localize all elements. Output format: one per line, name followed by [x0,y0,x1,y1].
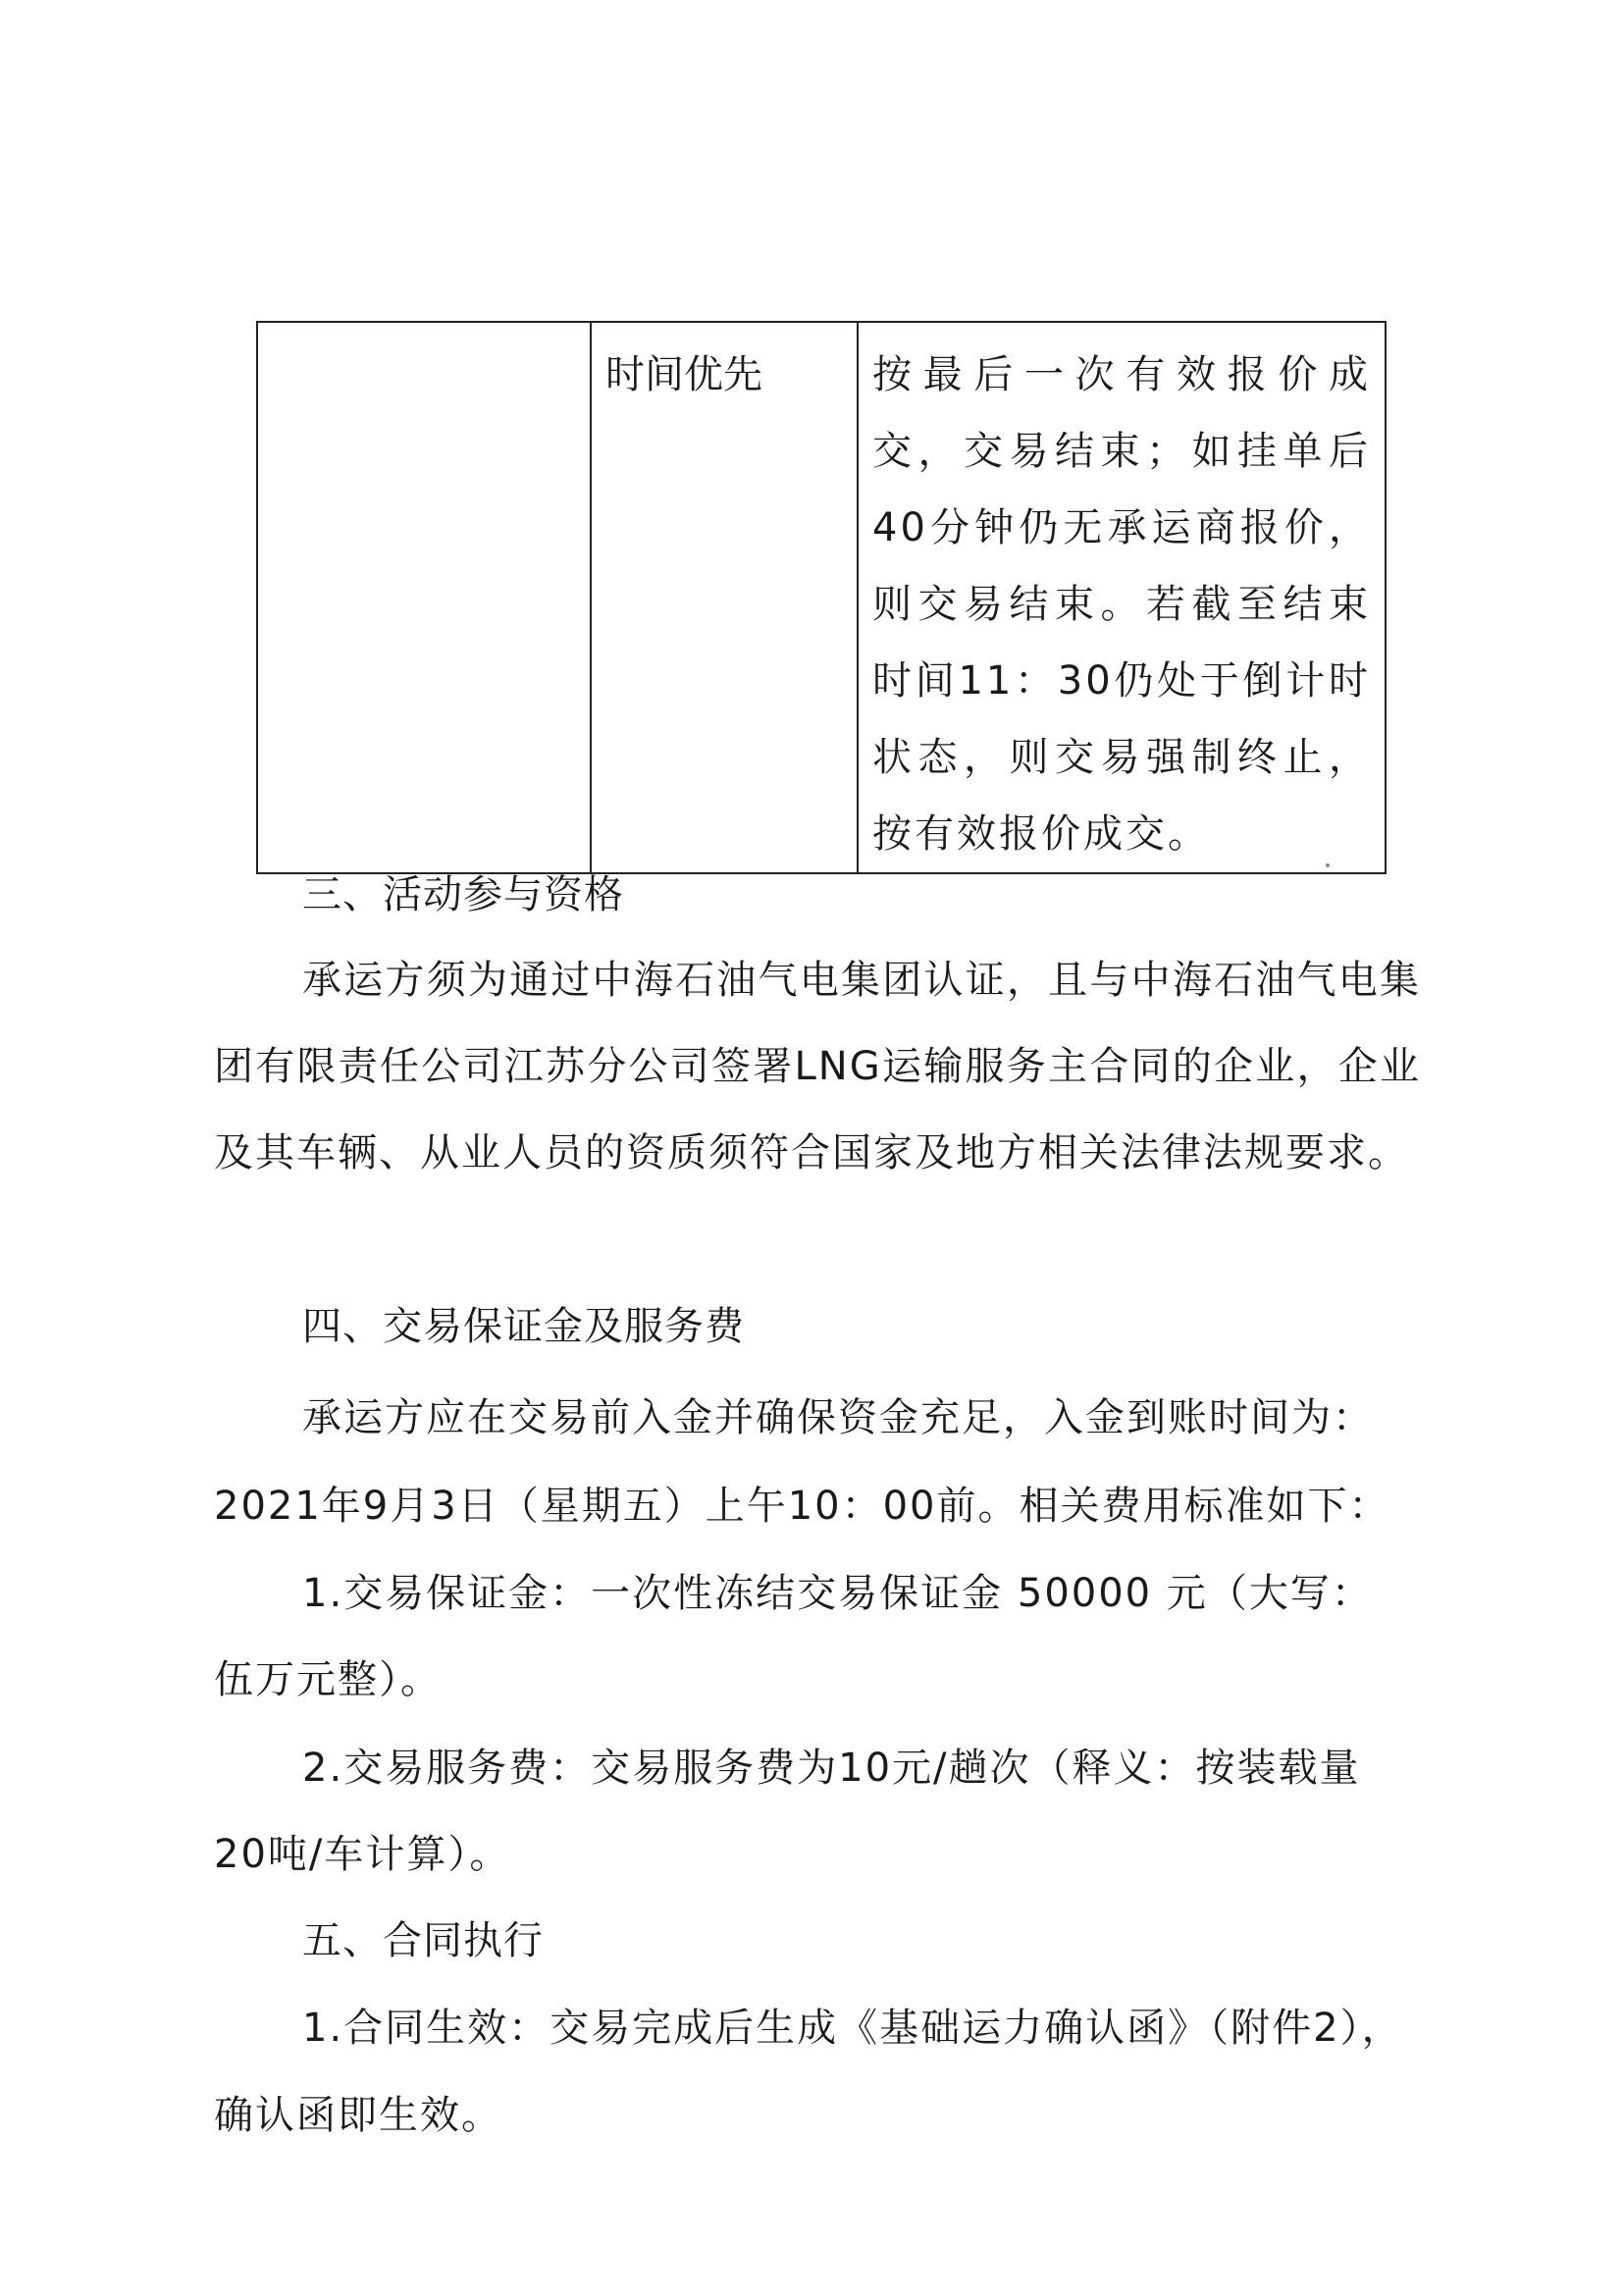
table-row [257,322,1386,873]
table-cell-rule: 按最后一次有效报价成交，交易结束；如挂单后40分钟仍无承运商报价，则交易结束。若截至结束时间11：30仍处于倒计时状态，则交易强制终止，按有效报价成交。 [858,322,1386,873]
contract-effect-line2: 确认函即生效。 [214,2093,502,2138]
scan-speck [1326,863,1330,867]
service-fee-line1: 2.交易服务费：交易服务费为10元/趟次（释义：按装载量 [302,1746,1361,1791]
table-cell-empty [257,322,591,873]
section-5-heading: 五、合同执行 [302,1918,544,1963]
section-4-intro-line2: 2021年9月3日（星期五）上午10：00前。相关费用标准如下： [214,1484,1390,1529]
table-continuation [256,321,1387,874]
section-4-intro-line1: 承运方应在交易前入金并确保资金充足，入金到账时间为： [302,1395,1374,1440]
section-3-body: 承运方须为通过中海石油气电集团认证，且与中海石油气电集团有限责任公司江苏分公司签署LNG运输服务主合同的企业，企业及其车辆、从业人员的资质须符合国家及地方相关法律法规要求。 [214,958,1421,1175]
section-4-heading: 四、交易保证金及服务费 [302,1304,745,1349]
deposit-item-line2: 伍万元整）。 [214,1657,442,1702]
table-cell-priority: 时间优先 [591,322,858,873]
deposit-item-line1: 1.交易保证金：一次性冻结交易保证金 50000 元（大写： [302,1571,1373,1616]
section-3-heading: 三、活动参与资格 [302,872,624,917]
contract-effect-line1: 1.合同生效：交易完成后生成《基础运力确认函》（附件2）， [302,2006,1403,2051]
service-fee-line2: 20吨/车计算）。 [214,1832,511,1877]
